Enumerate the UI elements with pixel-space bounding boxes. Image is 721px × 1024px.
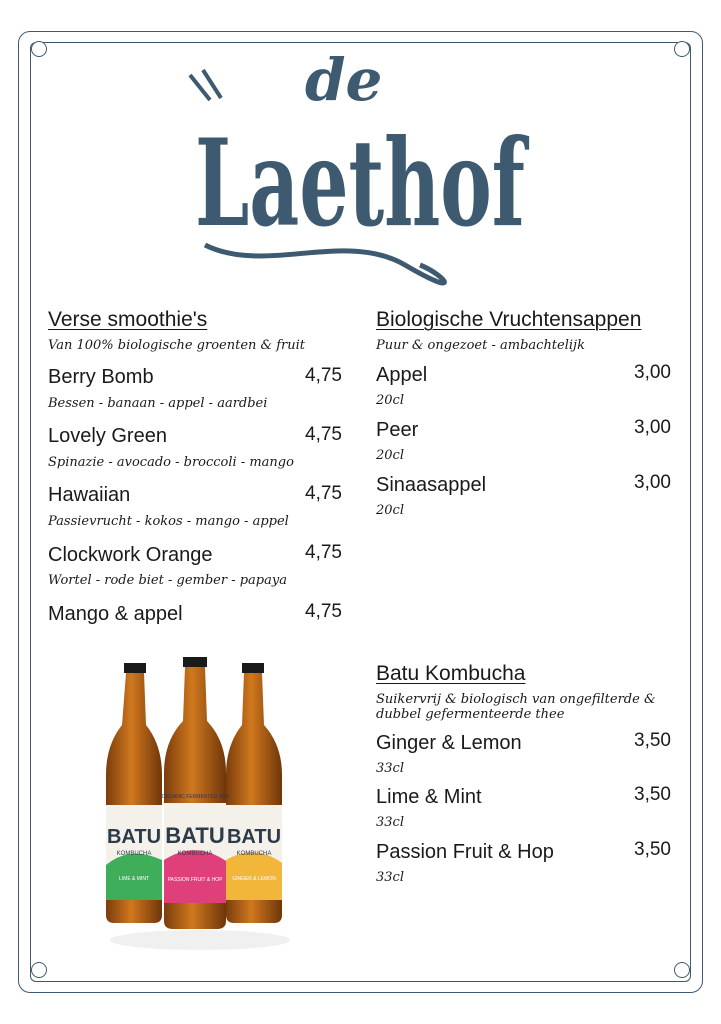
menu-item-volume: 20cl — [376, 393, 404, 408]
menu-item-price: 3,00 — [634, 472, 671, 493]
menu-item-volume: 20cl — [376, 503, 404, 518]
bottle-brand: BATU — [165, 823, 225, 848]
menu-item-price: 4,75 — [305, 424, 342, 445]
smoothies-subtitle: Van 100% biologische groenten & fruit — [48, 338, 306, 353]
menu-item-name: Ginger & Lemon — [376, 732, 522, 754]
kombucha-subtitle-line2: dubbel gefermenteerde thee — [376, 707, 565, 722]
menu-item-name: Clockwork Orange — [48, 544, 213, 566]
bottle-passion-fruit-hop — [162, 657, 230, 929]
menu-item-name: Berry Bomb — [48, 366, 154, 388]
bottle-brand: BATU — [106, 826, 162, 848]
menu-item-name: Sinaasappel — [376, 474, 487, 496]
menu-item-name: Peer — [376, 419, 419, 441]
menu-item-name: Appel — [376, 364, 428, 386]
menu-item-volume: 33cl — [376, 870, 404, 885]
kombucha-bottles-image — [100, 655, 300, 965]
smoothies-title: Verse smoothie's — [48, 308, 208, 331]
menu-item-name: Hawaiian — [48, 484, 131, 506]
menu-item-volume: 20cl — [376, 448, 404, 463]
menu-item-price: 4,75 — [305, 601, 342, 622]
kombucha-title: Batu Kombucha — [376, 662, 526, 685]
bottle-lime-mint — [106, 663, 162, 923]
menu-item-price: 3,50 — [634, 784, 671, 805]
svg-text:de: de — [305, 46, 383, 114]
bottle-top-text: ORGANIC FERMENTED TEA — [161, 794, 229, 800]
menu-item-name: Mango & appel — [48, 603, 183, 625]
juices-title: Biologische Vruchtensappen — [376, 308, 642, 331]
menu-item-description: Bessen - banaan - appel - aardbei — [48, 396, 268, 411]
bottle-sub: KOMBUCHA — [236, 851, 272, 857]
menu-item-price: 3,50 — [634, 839, 671, 860]
corner-ornament-icon — [31, 962, 47, 978]
menu-item-description: Wortel - rode biet - gember - papaya — [48, 573, 287, 588]
menu-item-price: 3,00 — [634, 417, 671, 438]
menu-item-price: 4,75 — [305, 542, 342, 563]
menu-item-volume: 33cl — [376, 815, 404, 830]
bottle-flavor: LIME & MINT — [118, 876, 150, 882]
bottle-ginger-lemon — [226, 663, 282, 923]
menu-item-description: Spinazie - avocado - broccoli - mango — [48, 455, 294, 470]
juices-subtitle: Puur & ongezoet - ambachtelijk — [376, 338, 585, 353]
bottle-brand: BATU — [226, 826, 282, 848]
bottle-flavor: PASSION FRUIT & HOP — [167, 877, 223, 883]
menu-item-name: Lime & Mint — [376, 786, 482, 808]
menu-item-price: 4,75 — [305, 365, 342, 386]
corner-ornament-icon — [674, 962, 690, 978]
corner-ornament-icon — [31, 41, 47, 57]
menu-item-price: 3,50 — [634, 730, 671, 751]
menu-item-name: Passion Fruit & Hop — [376, 841, 554, 863]
menu-item-volume: 33cl — [376, 761, 404, 776]
laethof-logo — [185, 40, 535, 280]
bottle-flavor: GINGER & LEMON — [232, 876, 276, 882]
svg-text:Laethof: Laethof — [195, 113, 530, 254]
corner-ornament-icon — [674, 41, 690, 57]
menu-item-description: Passievrucht - kokos - mango - appel — [48, 514, 289, 529]
menu-item-name: Lovely Green — [48, 425, 167, 447]
bottle-sub: KOMBUCHA — [177, 851, 213, 857]
kombucha-subtitle-line1: Suikervrij & biologisch van ongefilterde & — [376, 692, 656, 707]
bottle-sub: KOMBUCHA — [116, 851, 152, 857]
menu-item-price: 3,00 — [634, 362, 671, 383]
menu-item-price: 4,75 — [305, 483, 342, 504]
